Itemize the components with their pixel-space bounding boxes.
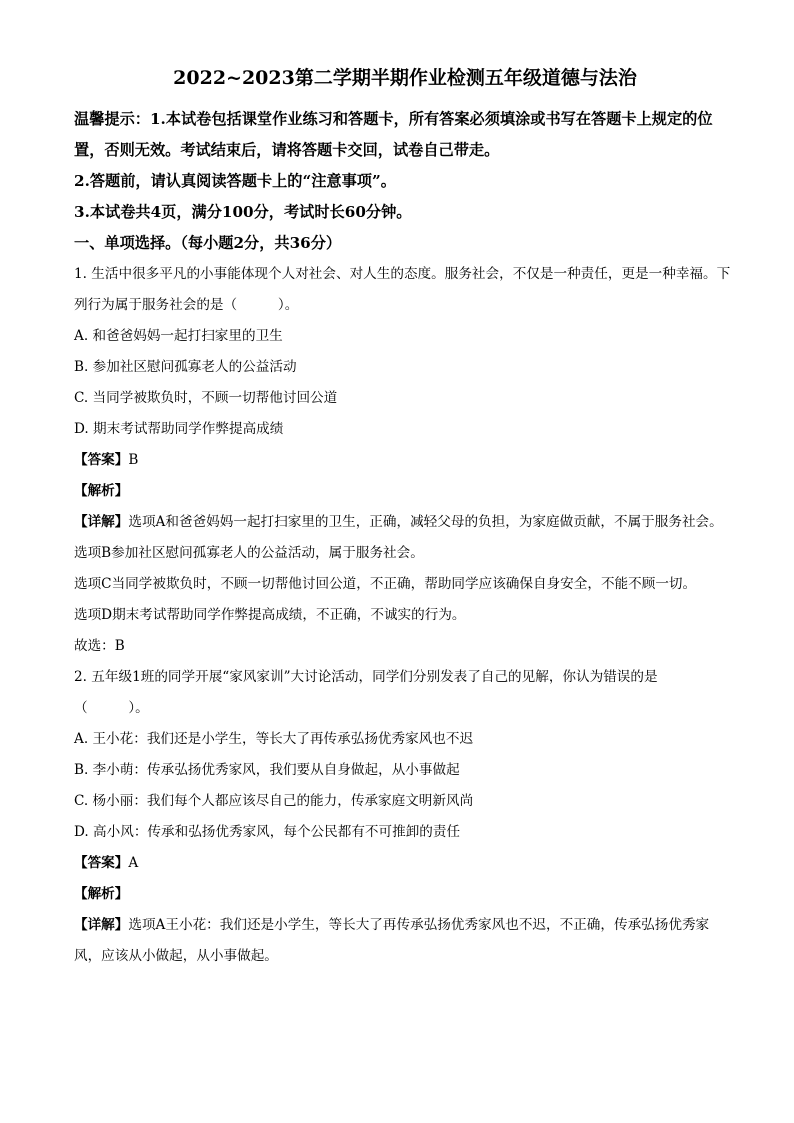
question-2-stem: 2. 五年级1班的同学开展“家风家训”大讨论活动，同学们分别发表了自己的见解，你认为错误的是（ ）。	[74, 669, 658, 716]
detail-text: 选项A和爸爸妈妈一起打扫家里的卫生，正确，减轻父母的负担，为家庭做贡献，不属于服务社会。	[128, 514, 723, 530]
question-1-conclusion: 故选：B	[74, 638, 125, 654]
question-1-analysis-tag	[74, 476, 732, 507]
question-1	[74, 259, 732, 662]
question-1-detail	[74, 507, 732, 538]
answer-value: B	[128, 452, 139, 468]
detail-tag: 【详解】	[74, 917, 129, 933]
detail-text: 选项A王小花：我们还是小学生，等长大了再传承弘扬优秀家风也不迟，不正确，传承弘扬优秀家风，应该从小做起，从小事做起。	[74, 917, 710, 964]
notice-block	[74, 104, 732, 228]
question-1-answer	[74, 445, 732, 476]
page-title: 2022~2023第二学期半期作业检测五年级道德与法治	[173, 67, 637, 89]
question-2	[74, 662, 732, 972]
answer-tag: 【答案】	[74, 452, 129, 468]
question-2-answer	[74, 848, 732, 879]
detail-tag: 【详解】	[74, 514, 129, 530]
question-1-detail-b: 选项B参加社区慰问孤寡老人的公益活动，属于服务社会。	[74, 545, 424, 561]
question-1-option-c: C. 当同学被欺负时，不顾一切帮他讨回公道	[74, 390, 338, 406]
question-2-option-a: A. 王小花：我们还是小学生，等长大了再传承弘扬优秀家风也不迟	[74, 731, 474, 747]
question-2-analysis-tag	[74, 879, 732, 910]
question-1-option-d: D. 期末考试帮助同学作弊提高成绩	[74, 421, 284, 437]
section-heading: 一、单项选择。（每小题2分，共36分）	[74, 234, 342, 252]
notice-line-1: 温馨提示：1.本试卷包括课堂作业练习和答题卡，所有答案必须填涂或书写在答题卡上规定的位置，否则无效。考试结束后，请将答题卡交回，试卷自己带走。	[74, 110, 713, 159]
analysis-tag: 【解析】	[74, 483, 129, 499]
question-2-option-c: C. 杨小丽：我们每个人都应该尽自己的能力，传承家庭文明新风尚	[74, 793, 474, 809]
question-1-option-b: B. 参加社区慰问孤寡老人的公益活动	[74, 359, 297, 375]
notice-line-3: 3.本试卷共4页，满分100分，考试时长60分钟。	[74, 203, 412, 221]
question-1-detail-d: 选项D期末考试帮助同学作弊提高成绩，不正确，不诚实的行为。	[74, 607, 466, 623]
answer-value: A	[128, 855, 139, 871]
notice-line-2: 2.答题前，请认真阅读答题卡上的“注意事项”。	[74, 172, 396, 190]
question-2-option-d: D. 高小风：传承和弘扬优秀家风，每个公民都有不可推卸的责任	[74, 824, 461, 840]
question-2-detail	[74, 910, 732, 972]
question-1-stem: 1. 生活中很多平凡的小事能体现个人对社会、对人生的态度。服务社会，不仅是一种责任，更是一种幸福。下列行为属于服务社会的是（ ）。	[74, 266, 731, 313]
question-1-option-a: A. 和爸爸妈妈一起打扫家里的卫生	[74, 328, 283, 344]
question-2-option-b: B. 李小萌：传承弘扬优秀家风，我们要从自身做起，从小事做起	[74, 762, 460, 778]
analysis-tag: 【解析】	[74, 886, 129, 902]
answer-tag: 【答案】	[74, 855, 129, 871]
question-1-detail-c: 选项C当同学被欺负时，不顾一切帮他讨回公道，不正确，帮助同学应该确保自身安全，不能不顾一切。	[74, 576, 697, 592]
